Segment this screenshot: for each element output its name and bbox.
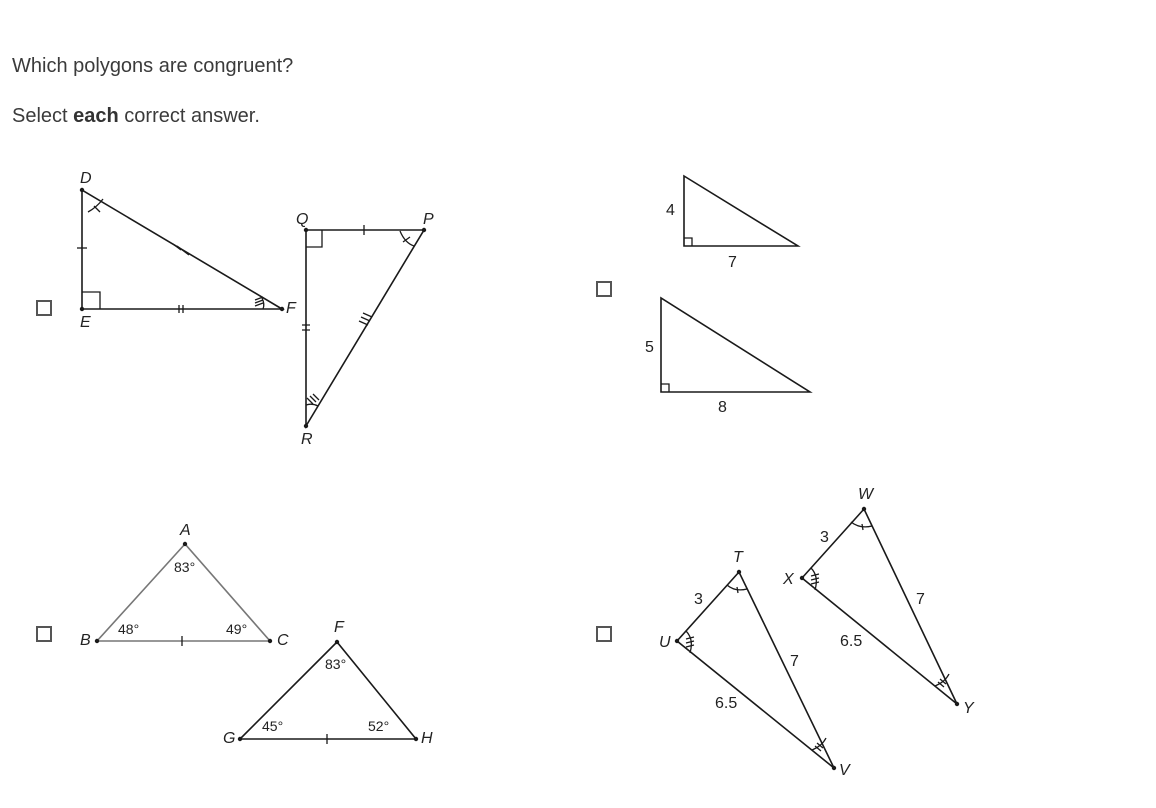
angle-label-h: 52°: [368, 718, 390, 734]
instruction-post: correct answer.: [118, 105, 260, 127]
side-label-7: 7: [728, 254, 737, 271]
side-label-uv: 6.5: [715, 695, 738, 712]
vertex-label-e: E: [80, 314, 91, 331]
vertex-label-x: X: [783, 571, 794, 588]
vertex-label-f: F: [286, 300, 296, 317]
side-label-wy: 7: [916, 591, 925, 608]
angle-label-f: 83°: [325, 656, 347, 672]
vertex-label-q: Q: [296, 211, 309, 228]
vertex-label-b: B: [80, 632, 91, 649]
side-label-4: 4: [666, 202, 675, 219]
side-label-tu: 3: [694, 591, 703, 608]
side-label-xy: 6.5: [840, 633, 863, 650]
question-prompt: Which polygons are congruent?: [12, 55, 294, 77]
vertex-label-g: G: [223, 730, 236, 747]
side-label-wx: 3: [820, 529, 829, 546]
angle-label-g: 45°: [262, 718, 284, 734]
angle-label-c: 49°: [226, 621, 248, 637]
vertex-label-a: A: [180, 522, 191, 539]
vertex-label-h: H: [421, 730, 433, 747]
vertex-label-u: U: [659, 634, 671, 651]
vertex-label-f2: F: [334, 619, 344, 636]
vertex-label-p: P: [423, 211, 434, 228]
vertex-label-d: D: [80, 170, 92, 187]
triangle-wxy: [782, 486, 975, 717]
side-label-tv: 7: [790, 653, 799, 670]
vertex-label-c: C: [277, 632, 289, 649]
side-label-8: 8: [718, 399, 727, 416]
vertex-label-w: W: [858, 486, 874, 503]
vertex-label-v: V: [839, 762, 850, 779]
instruction-pre: Select: [12, 105, 74, 127]
instruction-bold: each: [73, 105, 119, 127]
angle-label-a: 83°: [174, 559, 196, 575]
angle-label-b: 48°: [118, 621, 140, 637]
vertex-label-r: R: [301, 431, 313, 448]
triangle-tuv: [659, 549, 851, 779]
vertex-label-y: Y: [963, 700, 974, 717]
vertex-label-t: T: [733, 549, 743, 566]
side-label-5: 5: [645, 339, 654, 356]
